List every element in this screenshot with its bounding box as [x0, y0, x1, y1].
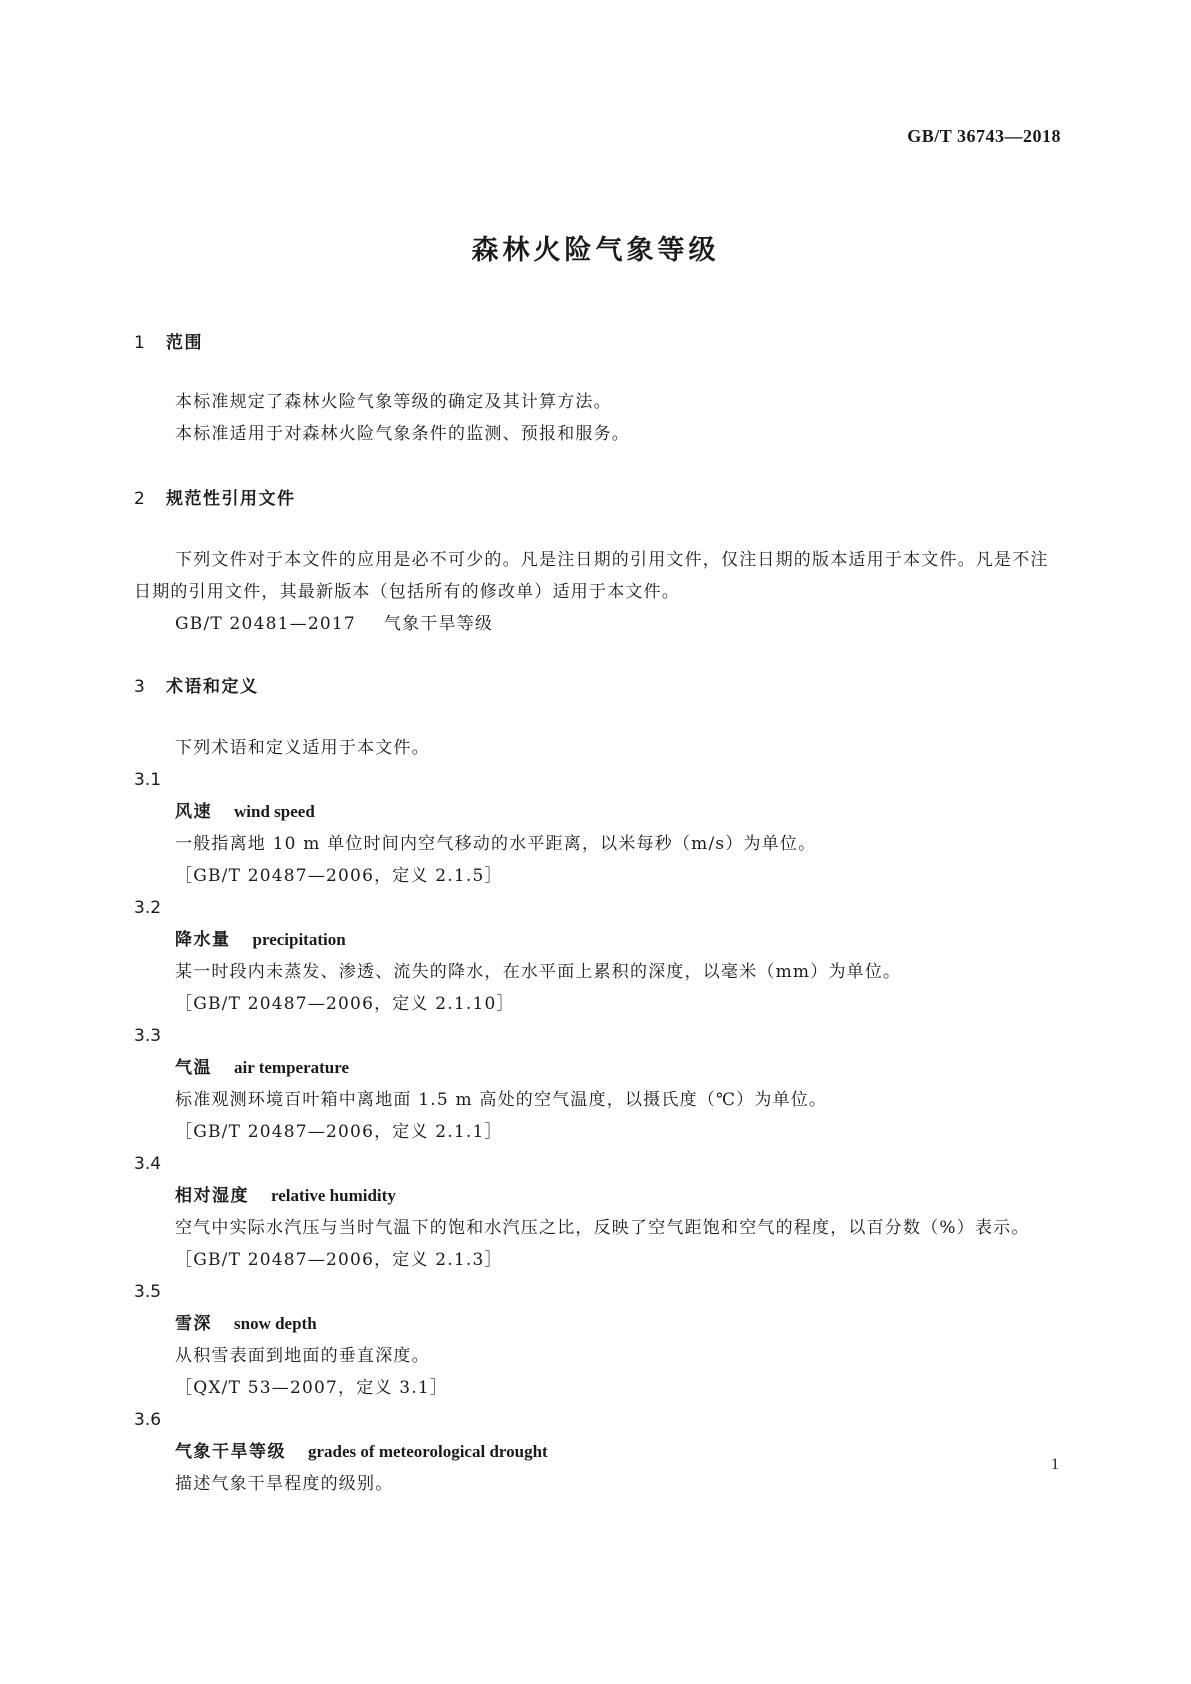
section-heading-normative-references [134, 486, 1058, 512]
term-definition: 描述气象干旱程度的级别。 [175, 1474, 394, 1494]
term-heading [134, 1052, 1058, 1084]
scope-line: 本标准适用于对森林火险气象条件的监测、预报和服务。 [175, 424, 630, 444]
term-source: ［GB/T 20487—2006，定义 2.1.1］ [175, 1122, 503, 1142]
term-english: grades of meteorological drought [308, 1442, 548, 1461]
page-number: 1 [1051, 1456, 1059, 1473]
scope-line: 本标准规定了森林火险气象等级的确定及其计算方法。 [175, 392, 612, 412]
standard-code: GB/T 36743—2018 [907, 126, 1061, 146]
term-english: air temperature [234, 1058, 350, 1077]
section-title: 范围 [166, 333, 203, 353]
section-number: 1 [134, 333, 147, 353]
term-heading [134, 1308, 1058, 1340]
terms-intro: 下列术语和定义适用于本文件。 [175, 738, 430, 758]
term-chinese: 降水量 [175, 930, 231, 950]
reference-code: GB/T 20481—2017 [175, 614, 356, 634]
section-title: 规范性引用文件 [166, 489, 296, 509]
term-source: ［GB/T 20487—2006，定义 2.1.5］ [175, 866, 503, 886]
term-definition: 标准观测环境百叶箱中离地面 1.5 m 高处的空气温度，以摄氏度（℃）为单位。 [175, 1090, 828, 1110]
term-heading [134, 1180, 1058, 1212]
term-chinese: 风速 [175, 802, 212, 822]
term-source: ［QX/T 53—2007，定义 3.1］ [175, 1378, 449, 1398]
term-source: ［GB/T 20487—2006，定义 2.1.10］ [175, 994, 515, 1014]
term-heading [134, 924, 1058, 956]
term-definition: 一般指离地 10 m 单位时间内空气移动的水平距离，以米每秒（m/s）为单位。 [175, 834, 817, 854]
term-number: 3.6 [134, 1410, 162, 1430]
term-definition: 空气中实际水汽压与当时气温下的饱和水汽压之比，反映了空气距饱和空气的程度，以百分数（%）表示。 [175, 1218, 1030, 1238]
term-chinese: 气象干旱等级 [175, 1442, 286, 1462]
term-number: 3.2 [134, 898, 162, 918]
section-title: 术语和定义 [166, 677, 259, 697]
references-paragraph: 下列文件对于本文件的应用是必不可少的。凡是注日期的引用文件，仅注日期的版本适用于本文件。凡是不注日期的引用文件，其最新版本（包括所有的修改单）适用于本文件。 [134, 550, 1049, 602]
term-heading [134, 1436, 1058, 1468]
term-number: 3.3 [134, 1026, 162, 1046]
section-heading-terms [134, 674, 1058, 700]
reference-title: 气象干旱等级 [383, 614, 494, 634]
term-definition: 从积雪表面到地面的垂直深度。 [175, 1346, 430, 1366]
term-english: wind speed [234, 802, 315, 821]
reference-entry [134, 608, 1058, 640]
section-heading-scope [134, 330, 1058, 356]
term-definition: 某一时段内未蒸发、渗透、流失的降水，在水平面上累积的深度，以毫米（mm）为单位。 [175, 962, 902, 982]
term-english: relative humidity [271, 1186, 396, 1205]
document-body [134, 330, 1058, 1500]
section-number: 2 [134, 489, 147, 509]
term-number: 3.4 [134, 1154, 162, 1174]
term-number: 3.5 [134, 1282, 162, 1302]
section-number: 3 [134, 677, 147, 697]
term-english: precipitation [252, 930, 346, 949]
term-chinese: 相对湿度 [175, 1186, 249, 1206]
term-number: 3.1 [134, 770, 162, 790]
document-title: 森林火险气象等级 [471, 235, 720, 266]
term-heading [134, 796, 1058, 828]
term-chinese: 气温 [175, 1058, 212, 1078]
term-source: ［GB/T 20487—2006，定义 2.1.3］ [175, 1250, 503, 1270]
term-english: snow depth [234, 1314, 317, 1333]
term-chinese: 雪深 [175, 1314, 212, 1334]
